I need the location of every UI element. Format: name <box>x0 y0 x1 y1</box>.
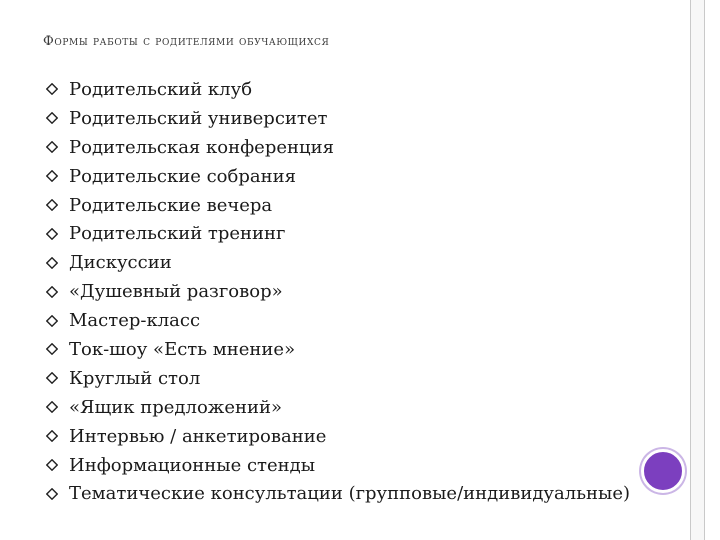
list-item <box>45 133 630 162</box>
forms-list <box>45 75 630 508</box>
list-item-label: Дискуссии <box>69 252 172 274</box>
list-item-label: Родительская конференция <box>69 136 334 158</box>
diamond-outline-icon <box>45 314 59 328</box>
list-item-label: Родительский клуб <box>69 78 253 100</box>
list-item-label: Ток-шоу «Есть мнение» <box>69 338 296 360</box>
diamond-outline-icon <box>45 342 59 356</box>
list-item <box>45 364 630 393</box>
list-item <box>45 248 630 277</box>
list-item <box>45 162 630 191</box>
diamond-outline-icon <box>45 82 59 96</box>
diamond-outline-icon <box>45 169 59 183</box>
diamond-outline-icon <box>45 227 59 241</box>
list-item <box>45 104 630 133</box>
list-item-label: Родительский университет <box>69 107 328 129</box>
list-item <box>45 306 630 335</box>
list-item <box>45 422 630 451</box>
list-item <box>45 393 630 422</box>
frame-line-left <box>690 0 691 540</box>
list-item-label: Тематические консультации (групповые/индивидуальные) <box>69 483 630 505</box>
diamond-outline-icon <box>45 429 59 443</box>
list-item-label: Родительский тренинг <box>69 223 286 245</box>
decorative-circle <box>641 449 685 493</box>
diamond-outline-icon <box>45 285 59 299</box>
list-item <box>45 191 630 220</box>
list-item-label: Мастер-класс <box>69 310 201 332</box>
list-item-label: Круглый стол <box>69 367 201 389</box>
diamond-outline-icon <box>45 458 59 472</box>
list-item-label: Родительские собрания <box>69 165 296 187</box>
list-item <box>45 335 630 364</box>
diamond-outline-icon <box>45 111 59 125</box>
frame-band <box>691 0 704 540</box>
diamond-outline-icon <box>45 400 59 414</box>
slide-title: Формы работы с родителями обучающихся <box>43 34 330 49</box>
list-item-label: Информационные стенды <box>69 454 316 476</box>
diamond-outline-icon <box>45 256 59 270</box>
list-item-label: Интервью / анкетирование <box>69 425 327 447</box>
diamond-outline-icon <box>45 140 59 154</box>
list-item <box>45 219 630 248</box>
diamond-outline-icon <box>45 371 59 385</box>
list-item <box>45 451 630 480</box>
list-item <box>45 75 630 104</box>
list-item-label: «Ящик предложений» <box>69 396 282 418</box>
frame-line-right <box>704 0 705 540</box>
list-item <box>45 277 630 306</box>
list-item-label: Родительские вечера <box>69 194 273 216</box>
diamond-outline-icon <box>45 198 59 212</box>
list-item-label: «Душевный разговор» <box>69 281 283 303</box>
diamond-outline-icon <box>45 487 59 501</box>
list-item <box>45 479 630 508</box>
